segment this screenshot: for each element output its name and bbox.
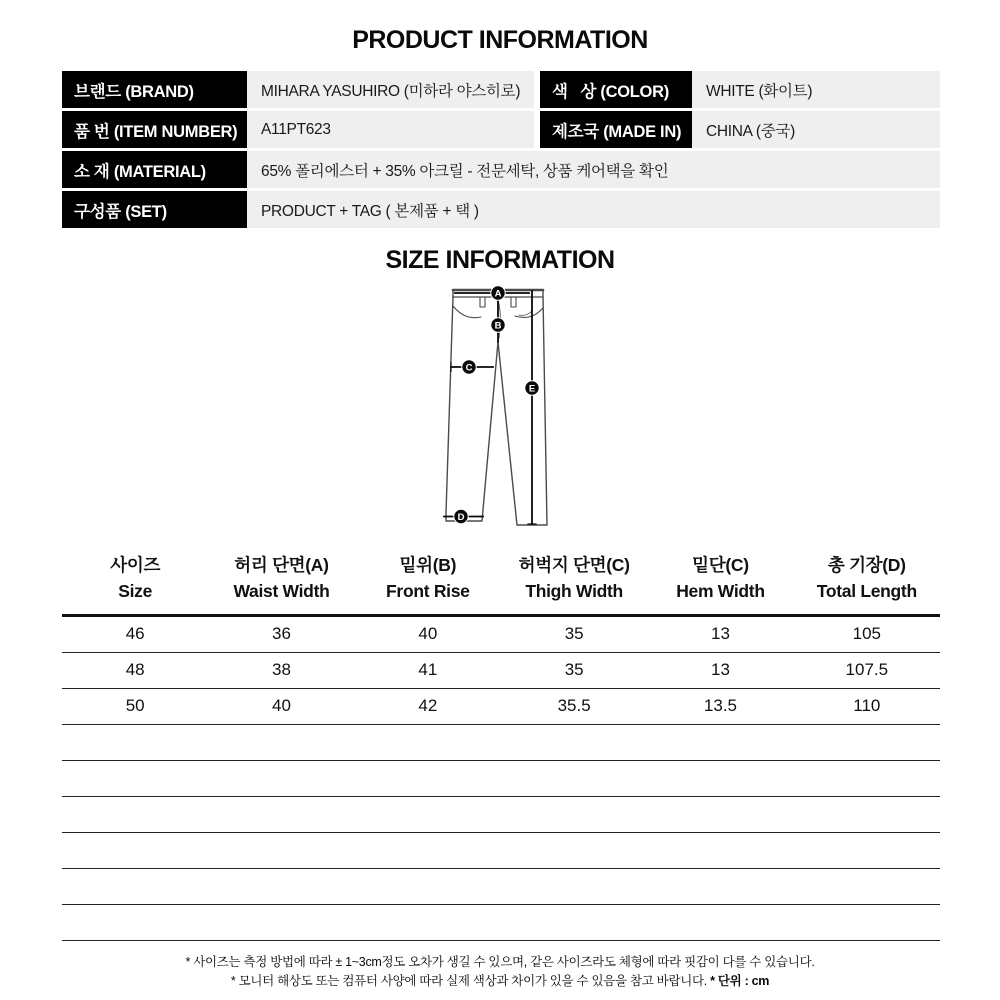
empty-size-row [62, 833, 940, 869]
brand-value: MIHARA YASUHIRO (미하라 야스히로) [247, 71, 534, 108]
marker-B: B [494, 320, 502, 332]
color-label: 색 상 (COLOR) [540, 71, 692, 108]
unit-note: * 단위 : cm [710, 973, 770, 988]
size-row-48 [62, 653, 940, 689]
product-information-title: PRODUCT INFORMATION [352, 26, 648, 54]
table-row [62, 191, 940, 228]
cell: 40 [418, 624, 438, 643]
pants-diagram [435, 280, 585, 545]
size-row-46 [62, 617, 940, 653]
col-header-hem: 밑단(C) Hem Width [676, 555, 765, 602]
size-table-header [62, 552, 940, 617]
cell: 110 [853, 696, 881, 715]
empty-size-row [62, 761, 940, 797]
item-number-label: 품 번 (ITEM NUMBER) [62, 111, 247, 148]
made-in-value: CHINA (중국) [692, 111, 940, 148]
cell: 105 [852, 624, 881, 643]
set-label: 구성품 (SET) [62, 191, 247, 228]
marker-C: C [465, 362, 473, 374]
cell: 35 [564, 660, 584, 679]
cell: 13.5 [703, 696, 738, 715]
product-info-table [62, 71, 940, 231]
cell: 36 [272, 624, 291, 643]
empty-size-row [62, 725, 940, 761]
size-table [62, 552, 940, 941]
col-header-waist: 허리 단면(A) Waist Width [233, 555, 330, 602]
cell: 13 [711, 624, 730, 643]
item-number-value: A11PT623 [247, 111, 534, 148]
cell: 50 [125, 696, 145, 715]
cell: 13 [711, 660, 730, 679]
set-value: PRODUCT + TAG ( 본제품 + 택 ) [247, 191, 940, 228]
cell: 41 [418, 660, 438, 679]
col-header-total-length: 총 기장(D) Total Length [816, 555, 917, 602]
table-row [62, 71, 940, 108]
cell: 107.5 [845, 660, 889, 679]
marker-E: E [528, 383, 536, 395]
material-value: 65% 폴리에스터 + 35% 아크릴 - 전문세탁, 상품 케어택을 확인 [247, 151, 940, 188]
cell: 42 [418, 696, 438, 715]
cell: 48 [125, 660, 145, 679]
footnote-size-tolerance: * 사이즈는 측정 방법에 따라 ± 1~3cm정도 오차가 생길 수 있으며, 같은 사이즈라도 체형에 따라 핏감이 다를 수 있습니다. [185, 955, 815, 969]
brand-label: 브랜드 (BRAND) [62, 71, 247, 108]
cell: 40 [272, 696, 291, 715]
color-value: WHITE (화이트) [692, 71, 940, 108]
made-in-label: 제조국 (MADE IN) [540, 111, 692, 148]
marker-A: A [494, 288, 502, 300]
table-row [62, 111, 940, 148]
table-row [62, 151, 940, 188]
cell: 35 [564, 624, 584, 643]
measure-markers [454, 286, 539, 524]
empty-size-row [62, 905, 940, 941]
empty-size-row [62, 797, 940, 833]
cell: 46 [125, 624, 145, 643]
cell: 35.5 [557, 696, 591, 715]
size-information-title: SIZE INFORMATION [385, 246, 615, 274]
footnotes [0, 953, 1000, 991]
col-header-thigh: 허벅지 단면(C) Thigh Width [518, 555, 630, 602]
col-header-size: 사이즈 Size [110, 555, 161, 602]
material-label: 소 재 (MATERIAL) [62, 151, 247, 188]
empty-size-row [62, 869, 940, 905]
size-row-50 [62, 689, 940, 725]
col-header-front-rise: 밑위(B) Front Rise [386, 555, 470, 602]
footnote-monitor: * 모니터 해상도 또는 컴퓨터 사양에 따라 실제 색상과 차이가 있을 수 있음을 참고 바랍니다. * 단위 : cm [230, 973, 770, 988]
marker-D: D [457, 512, 465, 523]
cell: 38 [272, 660, 291, 679]
